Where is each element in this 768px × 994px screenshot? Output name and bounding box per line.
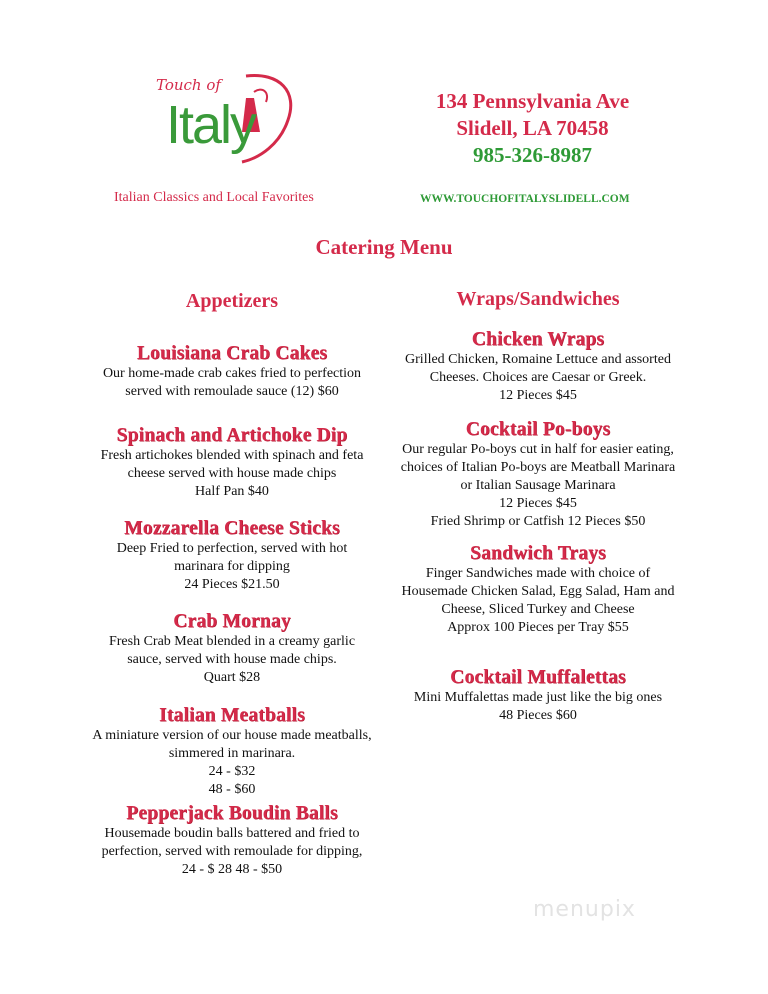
menu-item-description: Our home-made crab cakes fried to perfection served with remoulade sauce (12) $60 bbox=[102, 366, 362, 399]
menu-item-title: Italian Meatballs bbox=[159, 705, 305, 726]
city-state-zip: Slidell, LA 70458 bbox=[456, 116, 609, 140]
menu-item-description: Our regular Po-boys cut in half for easier eating, choices of Italian Po-boys are Meatball Marinara or Italian Sausage Marinara 12 Pieces $45 Fried Shrimp or Catfish 12 Pieces $50 bbox=[400, 442, 676, 529]
page-title: Catering Menu bbox=[315, 235, 453, 259]
menu-item-description: Finger Sandwiches made with choice of Housemade Chicken Salad, Egg Salad, Ham and Cheese, Sliced Turkey and Cheese Approx 100 Pieces per Tray $55 bbox=[401, 566, 675, 635]
menu-item-description: Mini Muffalettas made just like the big ones 48 Pieces $60 bbox=[413, 690, 663, 723]
tagline: Italian Classics and Local Favorites bbox=[114, 190, 314, 205]
restaurant-logo bbox=[150, 62, 300, 172]
phone-number[interactable]: 985-326-8987 bbox=[473, 143, 592, 167]
logo-touch-text: Touch of bbox=[156, 76, 221, 94]
street-address: 134 Pennsylvania Ave bbox=[435, 89, 630, 113]
menu-item-title: Spinach and Artichoke Dip bbox=[116, 425, 348, 446]
address-block bbox=[400, 88, 665, 169]
watermark: menupix bbox=[533, 897, 636, 922]
menu-item-title: Pepperjack Boudin Balls bbox=[126, 803, 338, 824]
wraps-sandwiches-column bbox=[382, 288, 694, 725]
section-heading-wraps: Wraps/Sandwiches bbox=[456, 288, 620, 310]
menu-item-title: Mozzarella Cheese Sticks bbox=[124, 518, 340, 539]
menu-item-description: Grilled Chicken, Romaine Lettuce and assorted Cheeses. Choices are Caesar or Greek. 12 Pieces $45 bbox=[405, 352, 671, 403]
menu-item-title: Cocktail Muffalettas bbox=[450, 667, 626, 688]
menu-item-title: Chicken Wraps bbox=[471, 329, 605, 350]
menu-item-description: Deep Fried to perfection, served with hot marinara for dipping 24 Pieces $21.50 bbox=[116, 541, 348, 592]
appetizers-column bbox=[72, 290, 392, 879]
menu-item-title: Cocktail Po-boys bbox=[465, 419, 611, 440]
menu-item-description: Fresh Crab Meat blended in a creamy garlic sauce, served with house made chips. Quart $28 bbox=[108, 634, 356, 685]
menu-item-title: Crab Mornay bbox=[173, 611, 291, 632]
menu-item-title: Sandwich Trays bbox=[470, 543, 606, 564]
section-heading-appetizers: Appetizers bbox=[185, 290, 279, 312]
menu-item-description: Housemade boudin balls battered and fried to perfection, served with remoulade for dipping, 24 - $ 28 48 - $50 bbox=[101, 826, 363, 877]
menu-item-description: Fresh artichokes blended with spinach and feta cheese served with house made chips Half Pan $40 bbox=[100, 448, 364, 499]
menu-item-description: A miniature version of our house made meatballs, simmered in marinara. 24 - $32 48 - $60 bbox=[92, 728, 372, 797]
website-link[interactable]: WWW.TOUCHOFITALYSLIDELL.COM bbox=[420, 193, 630, 205]
menu-item-title: Louisiana Crab Cakes bbox=[136, 343, 328, 364]
logo-italy-text: Italy bbox=[166, 95, 256, 155]
